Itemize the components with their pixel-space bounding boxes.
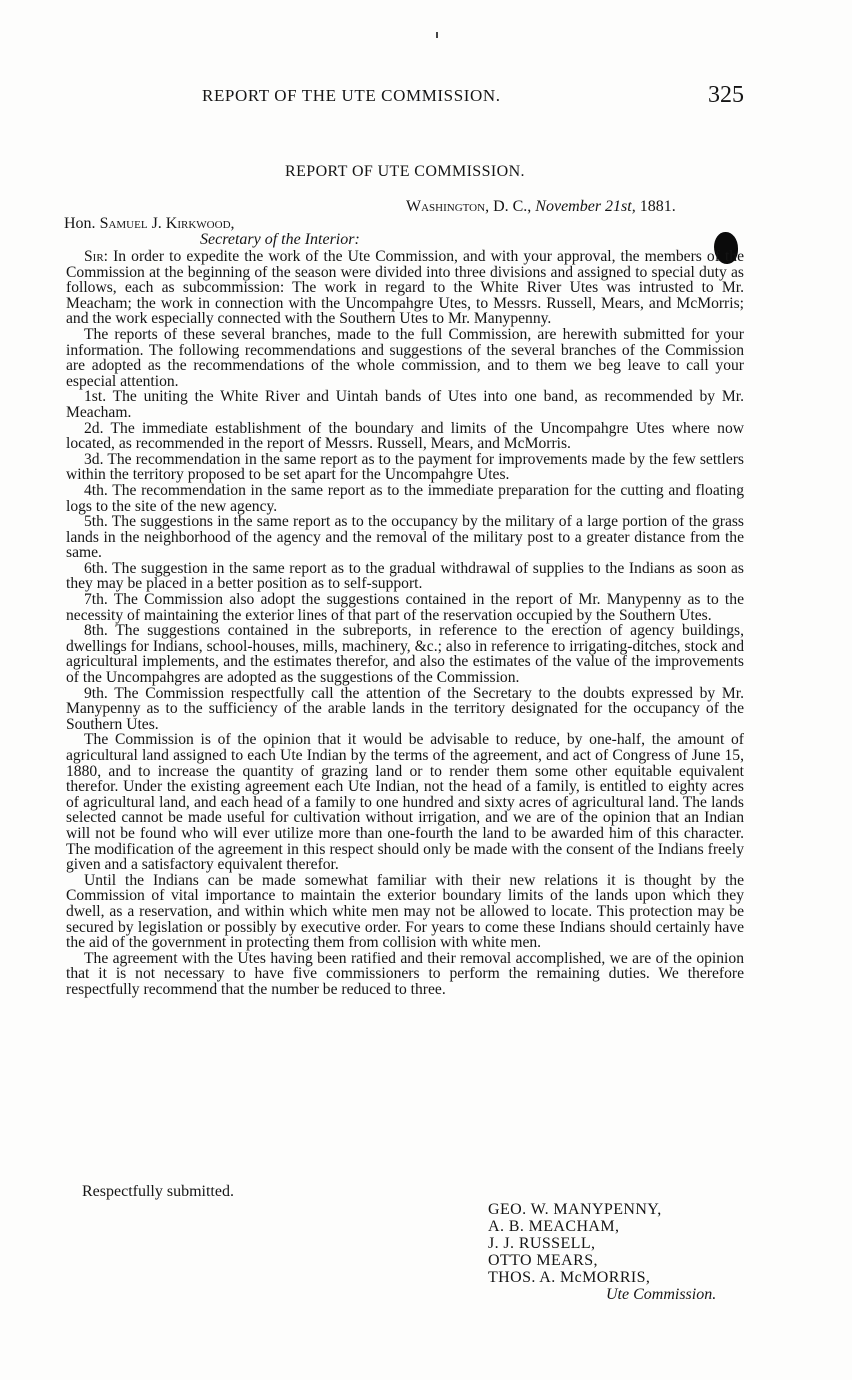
dateline-date: November 21st, (535, 198, 636, 215)
paragraph-1-text: In order to expedite the work of the Ute Commission, and with your approval, the members of the Commission at the beginning of the season were divided into three divisions and assigned to special duty as follows, each as subcommission: The work in regard to the White River Utes was intrusted to Mr. Meacham; the work in connection with the Uncompahgre Utes, to Messrs. Russell, Mears, and McMorris; and the work especially connected with the Southern Utes to Mr. Manypenny. (66, 248, 744, 328)
signatory: J. J. RUSSELL, (488, 1235, 596, 1252)
running-header (64, 84, 746, 110)
signature-role: Ute Commission. (606, 1286, 717, 1303)
salutation: Sir: (84, 248, 109, 265)
recommendation-1st: 1st. The uniting the White River and Uintah bands of Utes into one band, as recommended by Mr. Meacham. (66, 388, 744, 421)
signatory: GEO. W. MANYPENNY, (488, 1201, 662, 1218)
closing: Respectfully submitted. (82, 1183, 234, 1200)
paragraph-1 (66, 249, 744, 327)
paragraph-agricultural-land: The Commission is of the opinion that it would be advisable to reduce, by one-half, the amount of agricultural land assigned to each Ute Indian by the terms of the agreement, and act of Congress of June 15, 1880, and to increase the quantity of grazing land or to render them some other equitable equivalent therefor. Under the existing agreement each Ute Indian, not the head of a family, is entitled to eighty acres of agricultural land, and each head of a family to one hundred and sixty acres of agricultural land. The lands selected cannot be made useful for cultivation without irrigation, and we are of the opinion that an Indian will not be found who will ever utilize more than one-fourth the land to be awarded him of this character. The modification of the agreement in this respect should only be made with the consent of the Indians freely given and a satisfactory equivalent therefor. (66, 731, 744, 874)
recommendation-9th: 9th. The Commission respectfully call the attention of the Secretary to the doubts expressed by Mr. Manypenny as to the sufficiency of the arable lands in the territory designated for the occupancy of the Southern Utes. (66, 684, 744, 733)
dateline-place: Washington, D. C., (406, 198, 532, 215)
signatory: THOS. A. McMORRIS, (488, 1269, 651, 1286)
addressee-title: Secretary of the Interior: (200, 231, 360, 248)
recommendation-6th: 6th. The suggestion in the same report as to the gradual withdrawal of supplies to the Indians as soon as they may be placed in a better position as to self-support. (66, 559, 744, 593)
addressee-name: Samuel J. Kirkwood, (99, 215, 235, 232)
signatory: A. B. MEACHAM, (488, 1218, 620, 1235)
dateline (406, 198, 676, 216)
paragraph-2: The reports of these several branches, made to the full Commission, are herewith submitted for your information. The following recommendations and suggestions of the several branches of the Commission are adopted as the recommendations of the whole commission, and to them we beg leave to call your especial attention. (66, 325, 744, 390)
signatory: OTTO MEARS, (488, 1252, 598, 1269)
recommendation-5th: 5th. The suggestions in the same report as to the occupancy by the military of a large portion of the grass lands in the neighborhood of the agency and the removal of the military post to a greater distance from the same. (66, 513, 744, 562)
recommendation-2d: 2d. The immediate establishment of the boundary and limits of the Uncompahgre Utes where now located, as recommended in the report of Messrs. Russell, Mears, and McMorris. (66, 419, 744, 453)
paragraph-boundary-protection: Until the Indians can be made somewhat familiar with their new relations it is thought by the Commission of vital importance to maintain the exterior boundary limits of the lands upon which they dwell, as a reservation, and within which white men may not be allowed to locate. This protection may be secured by legislation or possibly by executive order. For years to come these Indians should certainly have the aid of the government in protecting them from collision with white men. (66, 871, 744, 952)
print-tick-mark (436, 32, 438, 38)
recommendation-4th: 4th. The recommendation in the same report as to the immediate preparation for the cutting and floating logs to the site of the new agency. (66, 481, 744, 515)
dateline-year: 1881. (639, 198, 676, 215)
recommendation-3d: 3d. The recommendation in the same report as to the payment for improvements made by the few settlers within the territory proposed to be set apart for the Uncompahgre Utes. (66, 450, 744, 484)
running-title: REPORT OF THE UTE COMMISSION. (202, 86, 501, 105)
recommendation-8th: 8th. The suggestions contained in the subreports, in reference to the erection of agency buildings, dwellings for Indians, school-houses, mills, machinery, &c.; also in reference to irrigating-ditches, stock and agricultural implements, and the estimates therefor, and also the estimates of the value of the improvements of the Uncompahgres are adopted as the suggestions of the Commission. (66, 622, 744, 687)
paragraph-commission-reduction: The agreement with the Utes having been ratified and their removal accomplished, we are of the opinion that it is not necessary to have five commissioners to perform the remaining duties. We therefore respectfully recommend that the number be reduced to three. (66, 949, 744, 998)
letter-body (66, 249, 744, 998)
signature-block (488, 1201, 716, 1303)
recommendation-7th: 7th. The Commission also adopt the suggestions contained in the report of Mr. Manypenny as to the necessity of maintaining the exterior lines of that part of the reservation occupied by the Southern Utes. (66, 591, 744, 624)
report-heading: REPORT OF UTE COMMISSION. (285, 163, 525, 180)
page-number: 325 (708, 82, 744, 108)
addressee-prefix: Hon. (64, 215, 96, 232)
